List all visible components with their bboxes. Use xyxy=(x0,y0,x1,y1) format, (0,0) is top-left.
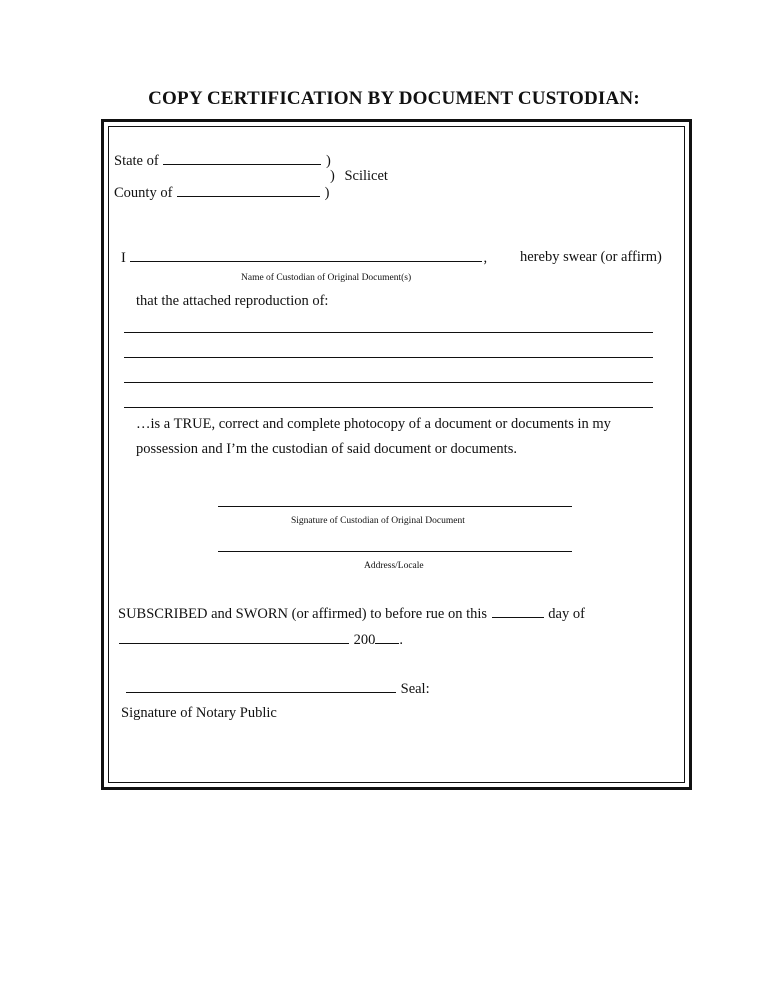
state-paren: ) xyxy=(325,153,331,169)
year-line xyxy=(118,631,403,649)
certification-line-2: possession and I’m the custodian of said document or documents. xyxy=(136,441,517,457)
custodian-name-caption: Name of Custodian of Original Document(s) xyxy=(241,273,412,283)
county-paren: ) xyxy=(324,185,330,201)
year-period: . xyxy=(399,632,403,648)
i-label: I xyxy=(121,250,126,266)
page-title: COPY CERTIFICATION BY DOCUMENT CUSTODIAN: xyxy=(148,88,640,109)
custodian-signature-line[interactable] xyxy=(218,506,572,507)
notary-signature-blank[interactable] xyxy=(126,680,396,693)
county-line xyxy=(114,184,330,202)
custodian-name-blank[interactable] xyxy=(130,249,482,262)
certification-line-1: …is a TRUE, correct and complete photocopy of a document or documents in my xyxy=(136,416,611,432)
custodian-signature-caption: Signature of Custodian of Original Document xyxy=(291,516,465,526)
address-line[interactable] xyxy=(218,551,572,552)
scilicet-line xyxy=(330,168,388,185)
description-line[interactable] xyxy=(124,332,653,333)
description-line[interactable] xyxy=(124,357,653,358)
description-line[interactable] xyxy=(124,382,653,383)
oath-comma: , xyxy=(483,250,488,266)
swear-text: hereby swear (or affirm) xyxy=(520,249,662,265)
year-blank[interactable] xyxy=(375,631,399,644)
scilicet-paren: ) xyxy=(330,168,335,184)
state-label: State of xyxy=(114,153,159,169)
description-line[interactable] xyxy=(124,407,653,408)
scilicet-label: Scilicet xyxy=(344,168,388,184)
state-blank[interactable] xyxy=(163,152,321,165)
year-text: 200 xyxy=(353,632,376,648)
county-blank[interactable] xyxy=(177,184,320,197)
day-of-text: day of xyxy=(548,606,585,622)
reproduction-text: that the attached reproduction of: xyxy=(136,293,329,309)
notary-signature-caption: Signature of Notary Public xyxy=(121,705,277,721)
notary-signature-line xyxy=(125,680,430,698)
state-line xyxy=(114,152,331,170)
seal-label: Seal: xyxy=(400,681,430,697)
month-blank[interactable] xyxy=(119,631,349,644)
county-label: County of xyxy=(114,185,173,201)
address-caption: Address/Locale xyxy=(364,561,424,571)
day-blank[interactable] xyxy=(492,605,544,618)
oath-line xyxy=(121,249,487,267)
subscribed-text: SUBSCRIBED and SWORN (or affirmed) to before rue on this xyxy=(118,606,488,622)
subscribed-line xyxy=(118,605,585,623)
